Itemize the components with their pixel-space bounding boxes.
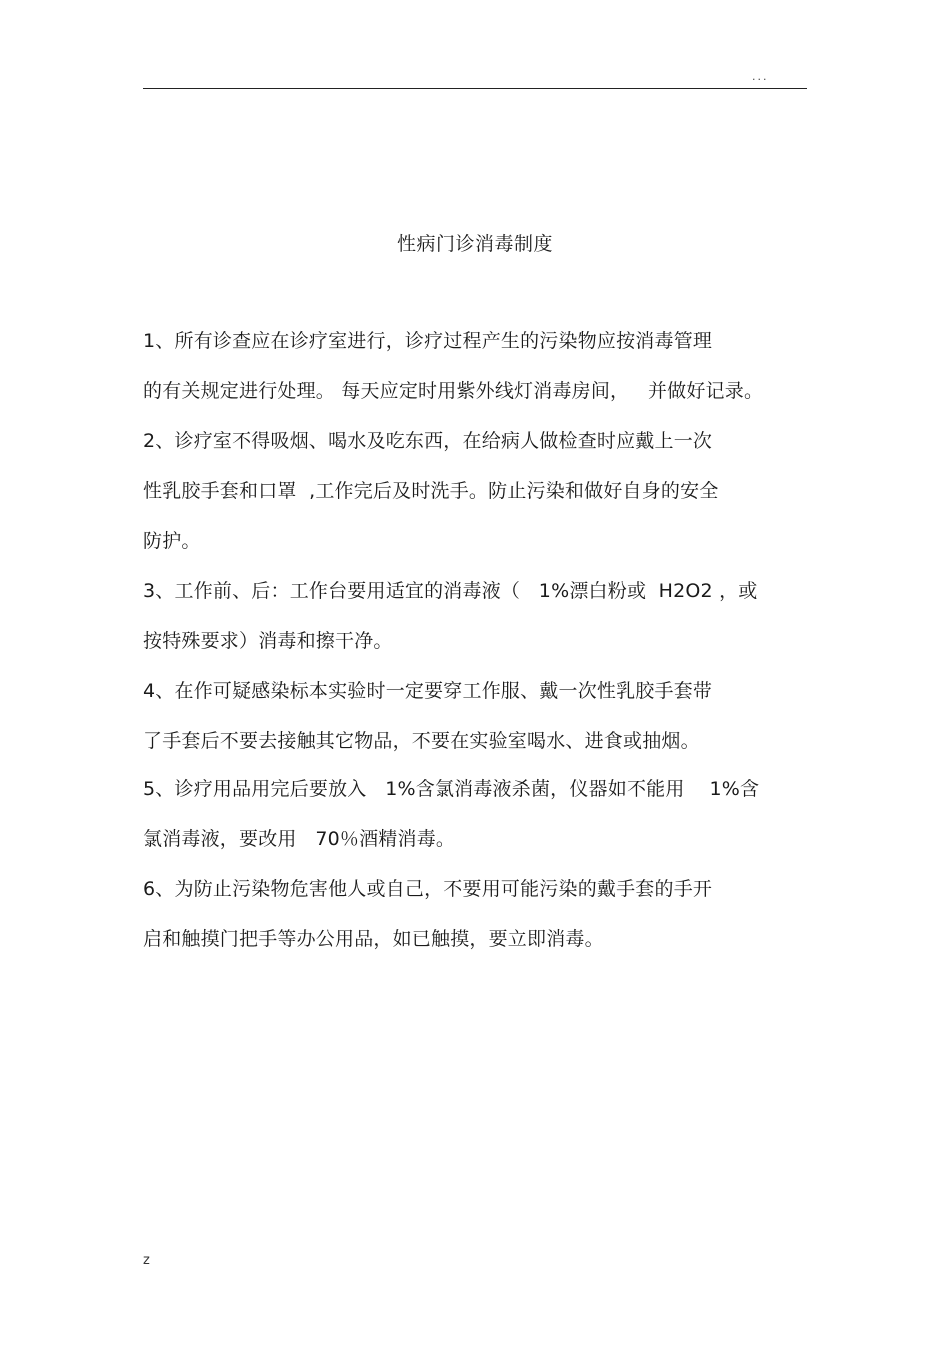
body-line-9: 了手套后不要去接触其它物品，不要在实验室喝水、进食或抽烟。 <box>143 730 700 752</box>
document-title: 性病门诊消毒制度 <box>396 233 553 255</box>
body-line-12: 6、为防止污染物危害他人或自己，不要用可能污染的戴手套的手开 <box>143 878 713 900</box>
body-line-4: 性乳胶手套和口罩 ,工作完后及时洗手。防止污染和做好自身的安全 <box>143 480 719 502</box>
body-line-3: 2、诊疗室不得吸烟、喝水及吃东西，在给病人做检查时应戴上一次 <box>143 430 713 452</box>
body-line-13: 启和触摸门把手等办公用品，如已触摸，要立即消毒。 <box>143 928 604 950</box>
body-line-10: 5、诊疗用品用完后要放入 1%含氯消毒液杀菌，仪器如不能用 1%含 <box>143 778 760 800</box>
body-line-5: 防护。 <box>143 530 201 552</box>
header-mark: ... <box>752 70 769 83</box>
body-line-11: 氯消毒液，要改用 70％酒精消毒。 <box>143 828 456 850</box>
body-line-2: 的有关规定进行处理。 每天应定时用紫外线灯消毒房间， 并做好记录。 <box>143 380 764 402</box>
body-line-7: 按特殊要求）消毒和擦干净。 <box>143 630 393 652</box>
footer-mark: z <box>143 1253 150 1268</box>
body-line-1: 1、所有诊查应在诊疗室进行，诊疗过程产生的污染物应按消毒管理 <box>143 330 713 352</box>
header-rule <box>143 88 807 89</box>
body-line-8: 4、在作可疑感染标本实验时一定要穿工作服、戴一次性乳胶手套带 <box>143 680 713 702</box>
body-line-6: 3、工作前、后：工作台要用适宜的消毒液（ 1%漂白粉或 H2O2 ，或 <box>143 580 758 602</box>
